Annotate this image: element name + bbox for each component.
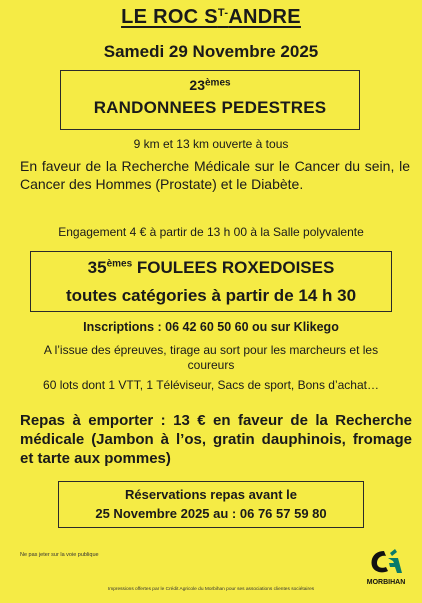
page-title [0,6,422,29]
randonnee-engagement: Engagement 4 € à partir de 13 h 00 à la Salle polyvalente [58,225,364,239]
repas-text: Repas à emporter : 13 € en faveur de la Recherche médicale (Jambon à l’os, gratin dauphinois, fromage et tarte aux pommes) [20,412,412,467]
randonnee-distances: 9 km et 13 km ouverte à tous [133,137,289,151]
inscriptions-text: Inscriptions : 06 42 60 50 60 ou sur Klikego [83,320,339,334]
credit-text: Impressions offertes par le Crédit Agricole du Morbihan pour ses associations clientes sociétaires [107,587,315,592]
reservation-box [58,481,364,528]
randonnee-cause: En faveur de la Recherche Médicale sur le Cancer du sein, le Cancer des Hommes (Prostate) et le Diabète. [20,158,410,192]
reservation-line2: 25 Novembre 2025 au : 06 76 57 59 80 [95,506,327,521]
randonnee-box [60,70,360,130]
foulees-box [30,251,392,312]
credit-agricole-logo-icon [364,547,410,577]
logo-text: MORBIHAN [366,579,406,586]
randonnee-title: RANDONNEES PEDESTRES [93,98,327,117]
lots-text: 60 lots dont 1 VTT, 1 Téléviseur, Sacs de sport, Bons d’achat… [43,378,379,392]
litter-notice: Ne pas jeter sur la voie publique [20,552,99,558]
tirage-text: A l’issue des épreuves, tirage au sort pour les marcheurs et les coureurs [43,343,379,372]
foulees-title: 35èmes FOULEES ROXEDOISES [87,258,335,277]
title-text: LE ROC $S^{T-}ANDRE$ [121,6,301,28]
reservation-line1: Réservations repas avant le [125,487,297,502]
foulees-categories: toutes catégories à partir de 14 h 30 [65,286,357,305]
randonnee-edition: 23èmes [189,77,231,93]
event-date: Samedi 29 Novembre 2025 [103,42,319,61]
